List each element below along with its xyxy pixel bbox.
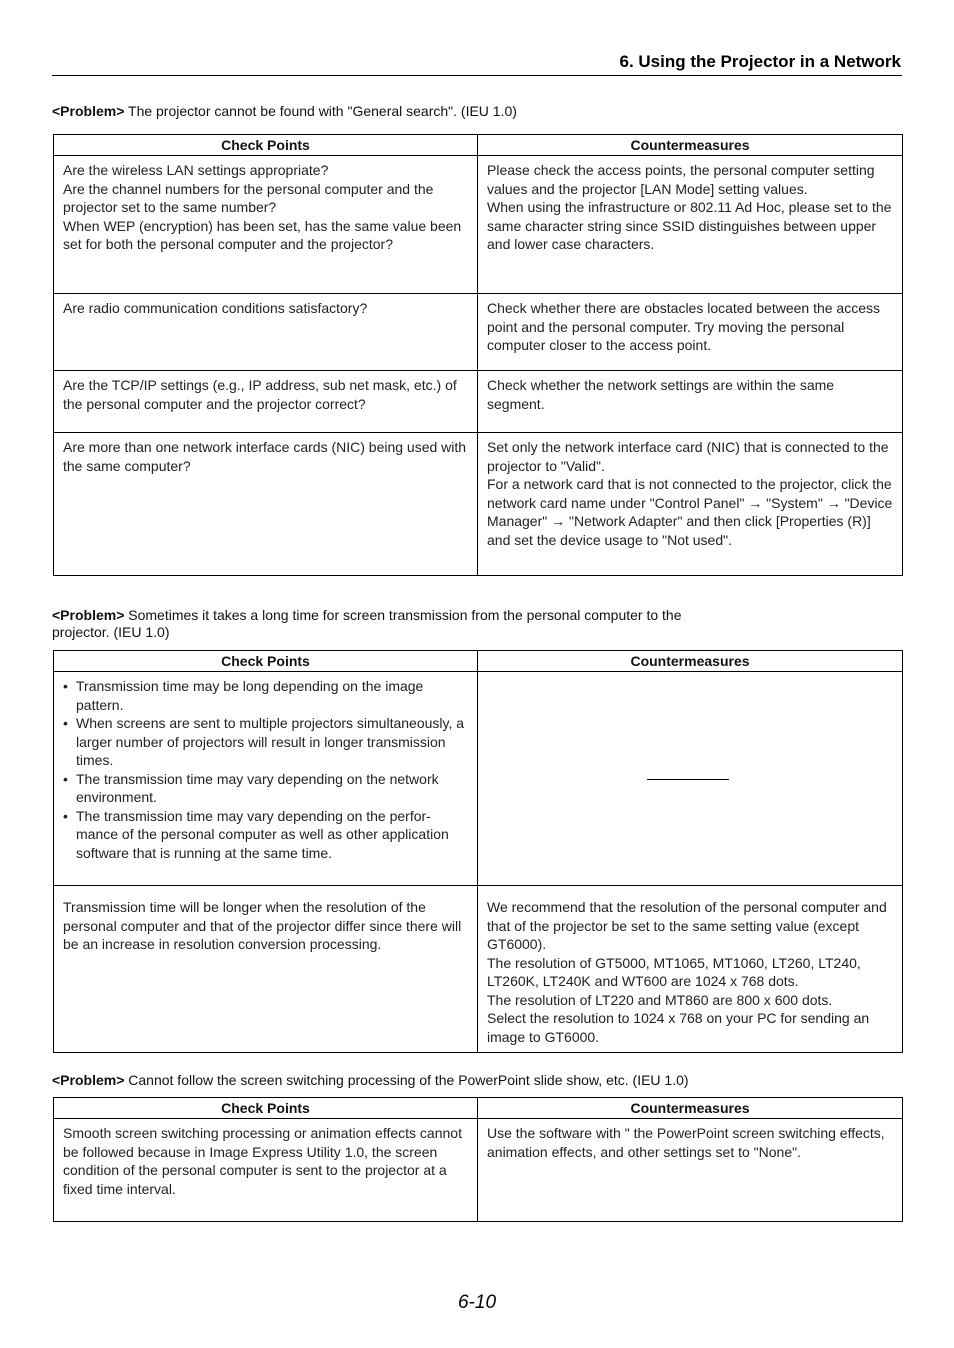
check-point-cell (54, 156, 478, 294)
countermeasures-header: Countermeasures (478, 1098, 903, 1119)
problem-text: Cannot follow the screen switching processing of the PowerPoint slide show, etc. (IEU 1.0) (124, 1072, 689, 1088)
list-item: • The transmission time may vary depending on the perfor- mance of the personal computer as well as other application software that is running at the same time. (63, 807, 468, 863)
countermeasure-text: Select the resolution to 1024 x 768 on your PC for sending an image to GT6000. (487, 1010, 870, 1045)
table-header-row (54, 135, 903, 156)
table-row (54, 294, 903, 371)
countermeasure-text: For a network card that is not connected to the projector, click the network card name under "Control Panel" → "System" → "Device Manager" → "Network Adapter" and then click [Properties (R)] and set the device usage to "Not used". (487, 476, 893, 548)
check-point-list (63, 677, 468, 862)
table-header-row (54, 1098, 903, 1119)
countermeasure-cell (478, 156, 903, 294)
check-point-text: Are more than one network interface cards (NIC) being used with the same computer? (63, 439, 467, 474)
list-item: • When screens are sent to multiple projectors simultaneously, a larger number of projectors will result in longer transmission times. (63, 714, 468, 770)
troubleshooting-table-3 (53, 1097, 903, 1222)
table-row (54, 156, 903, 294)
countermeasure-text: The resolution of LT220 and MT860 are 800 x 600 dots. (487, 991, 833, 1008)
check-point-cell (54, 433, 478, 576)
countermeasure-text: We recommend that the resolution of the personal computer and that of the projector be set to the same setting value (except GT6000). (487, 899, 887, 952)
check-point-cell (54, 371, 478, 433)
check-point-text: Are the wireless LAN settings appropriate? (63, 162, 329, 178)
countermeasure-text: When using the infrastructure or 802.11 Ad Hoc, please set to the same character string since SSID distinguishes between upper and lower case characters. (487, 199, 892, 252)
problem-tag: <Problem> (52, 1072, 125, 1088)
countermeasure-cell (478, 1119, 903, 1222)
not-applicable-line (647, 779, 729, 780)
check-point-cell (54, 672, 478, 886)
problem-text: The projector cannot be found with "General search". (IEU 1.0) (124, 103, 517, 119)
countermeasure-text: Use the software with " the PowerPoint screen switching effects, animation effects, and other settings set to "None". (487, 1125, 885, 1160)
check-points-header: Check Points (54, 1098, 478, 1119)
countermeasure-cell (478, 886, 903, 1053)
countermeasure-cell (478, 371, 903, 433)
list-item: • Transmission time may be long depending on the image pattern. (63, 677, 468, 714)
countermeasure-cell (478, 294, 903, 371)
table-row (54, 433, 903, 576)
header-divider (52, 75, 902, 76)
countermeasure-text: Set only the network interface card (NIC) that is connected to the projector to "Valid". (487, 439, 889, 474)
check-point-text: Are the channel numbers for the personal computer and the projector set to the same number? (63, 180, 434, 215)
check-points-header: Check Points (54, 135, 478, 156)
problem-statement-1 (52, 103, 902, 120)
countermeasure-text: Check whether the network settings are within the same segment. (487, 377, 835, 412)
countermeasures-header: Countermeasures (478, 651, 903, 672)
check-point-cell (54, 294, 478, 371)
troubleshooting-table-2 (53, 650, 903, 1053)
problem-line: projector. (IEU 1.0) (52, 624, 170, 640)
troubleshooting-table-1 (53, 134, 903, 576)
problem-text: Sometimes it takes a long time for screen transmission from the personal computer to the (124, 607, 682, 623)
problem-tag: <Problem> (52, 607, 125, 623)
table-header-row (54, 651, 903, 672)
check-point-cell (54, 1119, 478, 1222)
countermeasure-text: Check whether there are obstacles located between the access point and the personal computer. Try moving the personal computer closer to the access point. (487, 300, 881, 353)
check-point-text: Smooth screen switching processing or animation effects cannot be followed because in Image Express Utility 1.0, the screen condition of the personal computer is sent to the projector at a fixed time interval. (63, 1125, 462, 1197)
page-number: 6-10 (457, 1292, 497, 1313)
problem-statement-2 (52, 607, 902, 641)
check-point-text: When WEP (encryption) has been set, has the same value been set for both the personal computer and the projector? (63, 217, 462, 252)
table-row (54, 1119, 903, 1222)
problem-statement-3 (52, 1072, 902, 1089)
list-item: • The transmission time may vary depending on the network environment. (63, 770, 468, 807)
check-point-text: Are the TCP/IP settings (e.g., IP address, sub net mask, etc.) of the personal computer and the projector correct? (63, 377, 457, 412)
problem-line (52, 607, 902, 624)
table-row (54, 886, 903, 1053)
check-point-cell (54, 886, 478, 1053)
countermeasures-header: Countermeasures (478, 135, 903, 156)
table-row (54, 371, 903, 433)
countermeasure-text: The resolution of GT5000, MT1065, MT1060, LT260, LT240, LT260K, LT240K and WT600 are 1024 x 768 dots. (487, 954, 861, 989)
table-row (54, 672, 903, 886)
countermeasure-cell (478, 672, 903, 886)
problem-tag: <Problem> (52, 103, 125, 119)
section-title: 6. Using the Projector in a Network (619, 52, 901, 71)
countermeasure-text: Please check the access points, the personal computer setting values and the projector [LAN Mode] setting values. (487, 162, 875, 197)
check-point-text: Transmission time will be longer when the resolution of the personal computer and that of the projector differ since there will be an increase in resolution conversion processing. (63, 899, 462, 952)
check-points-header: Check Points (54, 651, 478, 672)
countermeasure-cell (478, 433, 903, 576)
check-point-text: Are radio communication conditions satisfactory? (63, 300, 368, 316)
